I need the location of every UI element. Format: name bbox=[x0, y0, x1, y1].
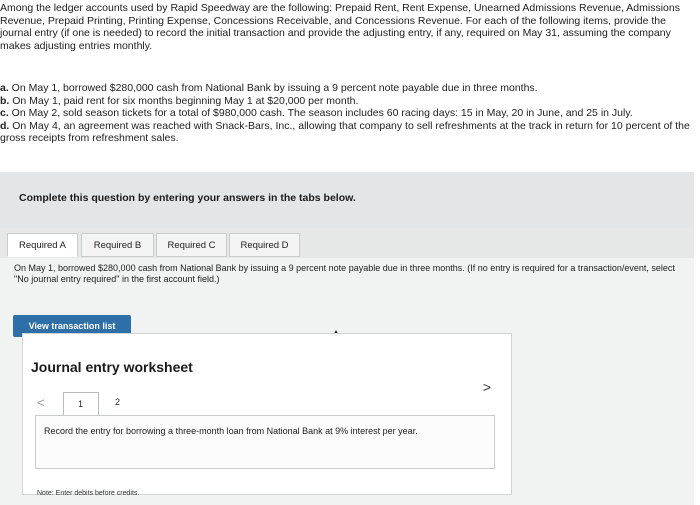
view-transaction-list-button[interactable]: View transaction list bbox=[13, 315, 131, 337]
debits-note: Note: Enter debits before credits. bbox=[37, 490, 140, 497]
item-d bbox=[0, 120, 698, 145]
tab-bar bbox=[0, 228, 694, 258]
entry-description: Record the entry for borrowing a three-month loan from National Bank at 9% interest per year. bbox=[44, 426, 418, 436]
journal-entry-worksheet bbox=[22, 333, 512, 495]
page-1-tab[interactable]: 1 bbox=[63, 392, 99, 416]
item-d-letter: d. bbox=[0, 119, 10, 132]
problem-intro bbox=[0, 2, 698, 52]
item-a-letter: a. bbox=[0, 82, 9, 94]
tab-required-c[interactable]: Required C bbox=[156, 233, 227, 257]
item-b-letter: b. bbox=[0, 94, 10, 107]
problem-items bbox=[0, 82, 698, 145]
item-d-text: On May 4, an agreement was reached with Snack-Bars, Inc., allowing that company to sell refreshments at the track in return for 10 percent of the gross receipts from refreshment sales. bbox=[0, 119, 690, 144]
item-c bbox=[0, 107, 698, 120]
next-page-icon[interactable]: > bbox=[482, 379, 491, 395]
item-b bbox=[0, 95, 698, 108]
tab-content bbox=[0, 258, 694, 505]
item-a bbox=[0, 82, 698, 95]
tab-required-d[interactable]: Required D bbox=[229, 233, 300, 257]
question-panel bbox=[0, 172, 694, 230]
tab-required-a[interactable]: Required A bbox=[7, 233, 78, 257]
entry-description-box bbox=[35, 415, 495, 469]
item-c-letter: c. bbox=[0, 107, 9, 119]
item-c-text: On May 2, sold season tickets for a total of $980,000 cash. The season includes 60 racing days: 15 in May, 20 in June, and 25 in July. bbox=[8, 107, 633, 119]
item-b-text: On May 1, paid rent for six months beginning May 1 at $20,000 per month. bbox=[9, 94, 359, 107]
item-a-text: On May 1, borrowed $280,000 cash from National Bank by issuing a 9 percent note payable due in three months. bbox=[8, 82, 538, 94]
panel-title: Complete this question by entering your answers in the tabs below. bbox=[19, 192, 356, 204]
prev-page-icon[interactable]: < bbox=[37, 395, 45, 410]
page-2-tab[interactable]: 2 bbox=[115, 397, 121, 407]
tab-required-b[interactable]: Required B bbox=[81, 233, 154, 257]
worksheet-title: Journal entry worksheet bbox=[31, 359, 193, 375]
intro-paragraph: Among the ledger accounts used by Rapid Speedway are the following: Prepaid Rent, Rent Expense, Unearned Admissions Revenue, Admissions Revenue, Prepaid Printing, Printing Expense, Concessions Receivable, and Concessions Revenue. For each of the following items, provide the journal entry (if one is needed) to record the initial transaction and provide the adjusting entry, if any, required on May 31, assuming the company makes adjusting entries monthly. bbox=[0, 2, 680, 52]
transaction-instruction: On May 1, borrowed $280,000 cash from National Bank by issuing a 9 percent note payable due in three months. (If no entry is required for a transaction/event, select "No journal entry required" in the first account field.) bbox=[14, 263, 675, 284]
